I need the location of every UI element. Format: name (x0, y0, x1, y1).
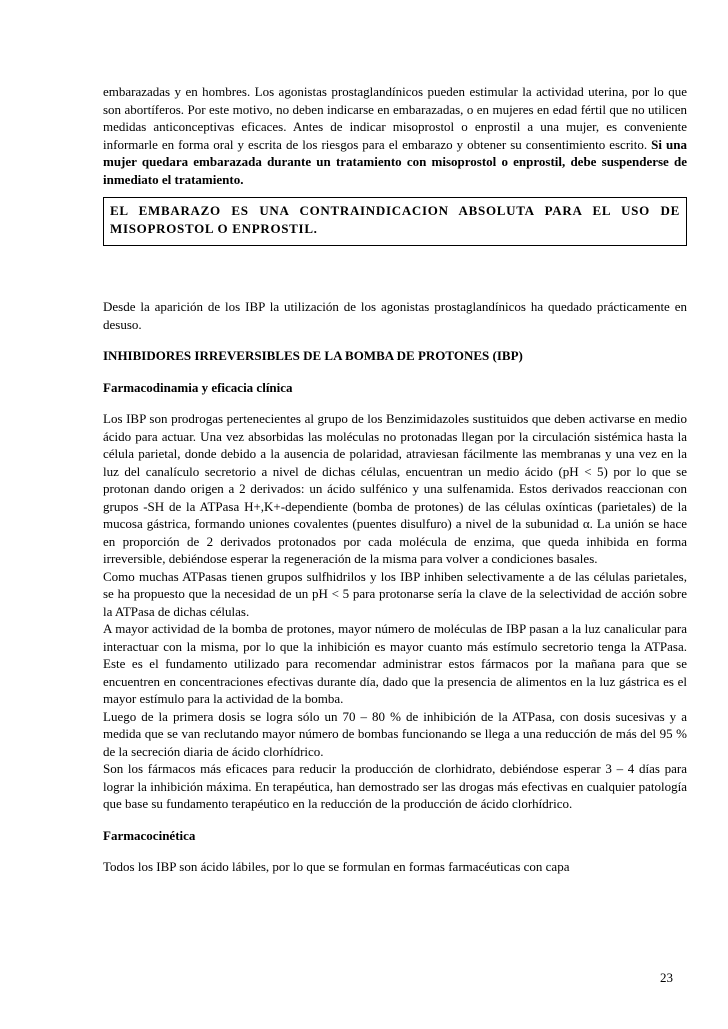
contraindication-warning-box: EL EMBARAZO ES UNA CONTRAINDICACION ABSOLUTA PARA EL USO DE MISOPROSTOL O ENPROSTIL. (103, 197, 687, 246)
section-title: INHIBIDORES IRREVERSIBLES DE LA BOMBA DE PROTONES (IBP) (103, 348, 523, 363)
intro-bold-text: Si una mujer quedara embarazada durante un tratamiento con misoprostol o enprostil, debe suspenderse de inmediato el tratamiento. (103, 136, 687, 187)
page-number: 23 (660, 970, 673, 985)
body-paragraph: Son los fármacos más eficaces para reducir la producción de clorhidrato, debiéndose esperar 3 – 4 días para lograr la inhibición máxima. En terapéutica, han demostrado ser las drogas más efectivas en cualquier patología que base su fundamento terapéutico en la reducción de la producción de ácido clorhídrico. (103, 761, 687, 811)
body-paragraph: Como muchas ATPasas tienen grupos sulfhidrilos y los IBP inhiben selectivamente a de las células parietales, se ha propuesto que la necesidad de un pH < 5 para protonarse sería la clave de la selectividad de acción sobre la ATPasa de dichas células. (103, 568, 687, 619)
ibp-note-paragraph: Desde la aparición de los IBP la utilización de los agonistas prostaglandínicos ha quedado prácticamente en desuso. (103, 299, 687, 332)
intro-text: embarazadas y en hombres. Los agonistas prostaglandínicos pueden estimular la actividad uterina, por lo que son abortíferos. Por este motivo, no deben indicarse en embarazadas, o en mujeres en edad fértil que no utilicen medidas anticonceptivas eficaces. Antes de indicar misoprostol o enprostil a una mujer, es conveniente informarle en forma oral y escrita de los riesgos para el embarazo y obtener su consentimiento escrito. (103, 84, 687, 152)
body-paragraph: Luego de la primera dosis se logra sólo un 70 – 80 % de inhibición de la ATPasa, con dosis sucesivas y a medida que se van reclutando mayor número de bombas funcionando se llega a una reducción de más del 95 % de la secreción diaria de ácido clorhídrico. (103, 708, 687, 759)
farmacocinetica-paragraph: Todos los IBP son ácido lábiles, por lo que se formulan en formas farmacéuticas con capa (103, 859, 570, 874)
body-paragraph: Los IBP son prodrogas pertenecientes al grupo de los Benzimidazoles sustituidos que deben activarse en medio ácido para actuar. Una vez absorbidas las moléculas no protonadas llegan por la circulación sistémica hasta la célula parietal, donde debido a la ausencia de polaridad, atraviesan fácilmente las membranas y una vez en la luz del canalículo secretorio a nivel de dichas células, encuentran un medio ácido (pH < 5) por lo que se protonan dando origen a 2 derivados: un ácido sulfénico y una sulfenamida. Estos derivados reaccionan con grupos -SH de la ATPasa H+,K+-dependiente (bomba de protones) de las células oxínticas (parietales) de la mucosa gástrica, formando uniones covalentes (puentes disulfuro) a nivel de la subunidad α. La unión se hace en proporción de 2 derivados protonados por cada molécula de enzima, que queda inhibida en forma irreversible, debiéndose esperar la regeneración de la misma para volver a condiciones basales. (103, 411, 687, 566)
subsection-title-farmacocinetica: Farmacocinética (103, 827, 196, 843)
intro-paragraph (103, 83, 687, 188)
body-paragraph: A mayor actividad de la bomba de protones, mayor número de moléculas de IBP pasan a la luz canalicular para interactuar con la misma, por lo que la inhibición es mayor cuanto más estímulo secretorio tenga la ATPasa. Este es el fundamento utilizado para recomendar administrar estos fármacos por la mañana para que se encuentren en concentraciones efectivas durante día, dado que la presencia de alimentos en la luz gástrica es el mayor estímulo para la actividad de la bomba. (103, 621, 687, 706)
subsection-title-farmacodinamia: Farmacodinamia y eficacia clínica (103, 379, 293, 395)
page-content (103, 83, 687, 876)
